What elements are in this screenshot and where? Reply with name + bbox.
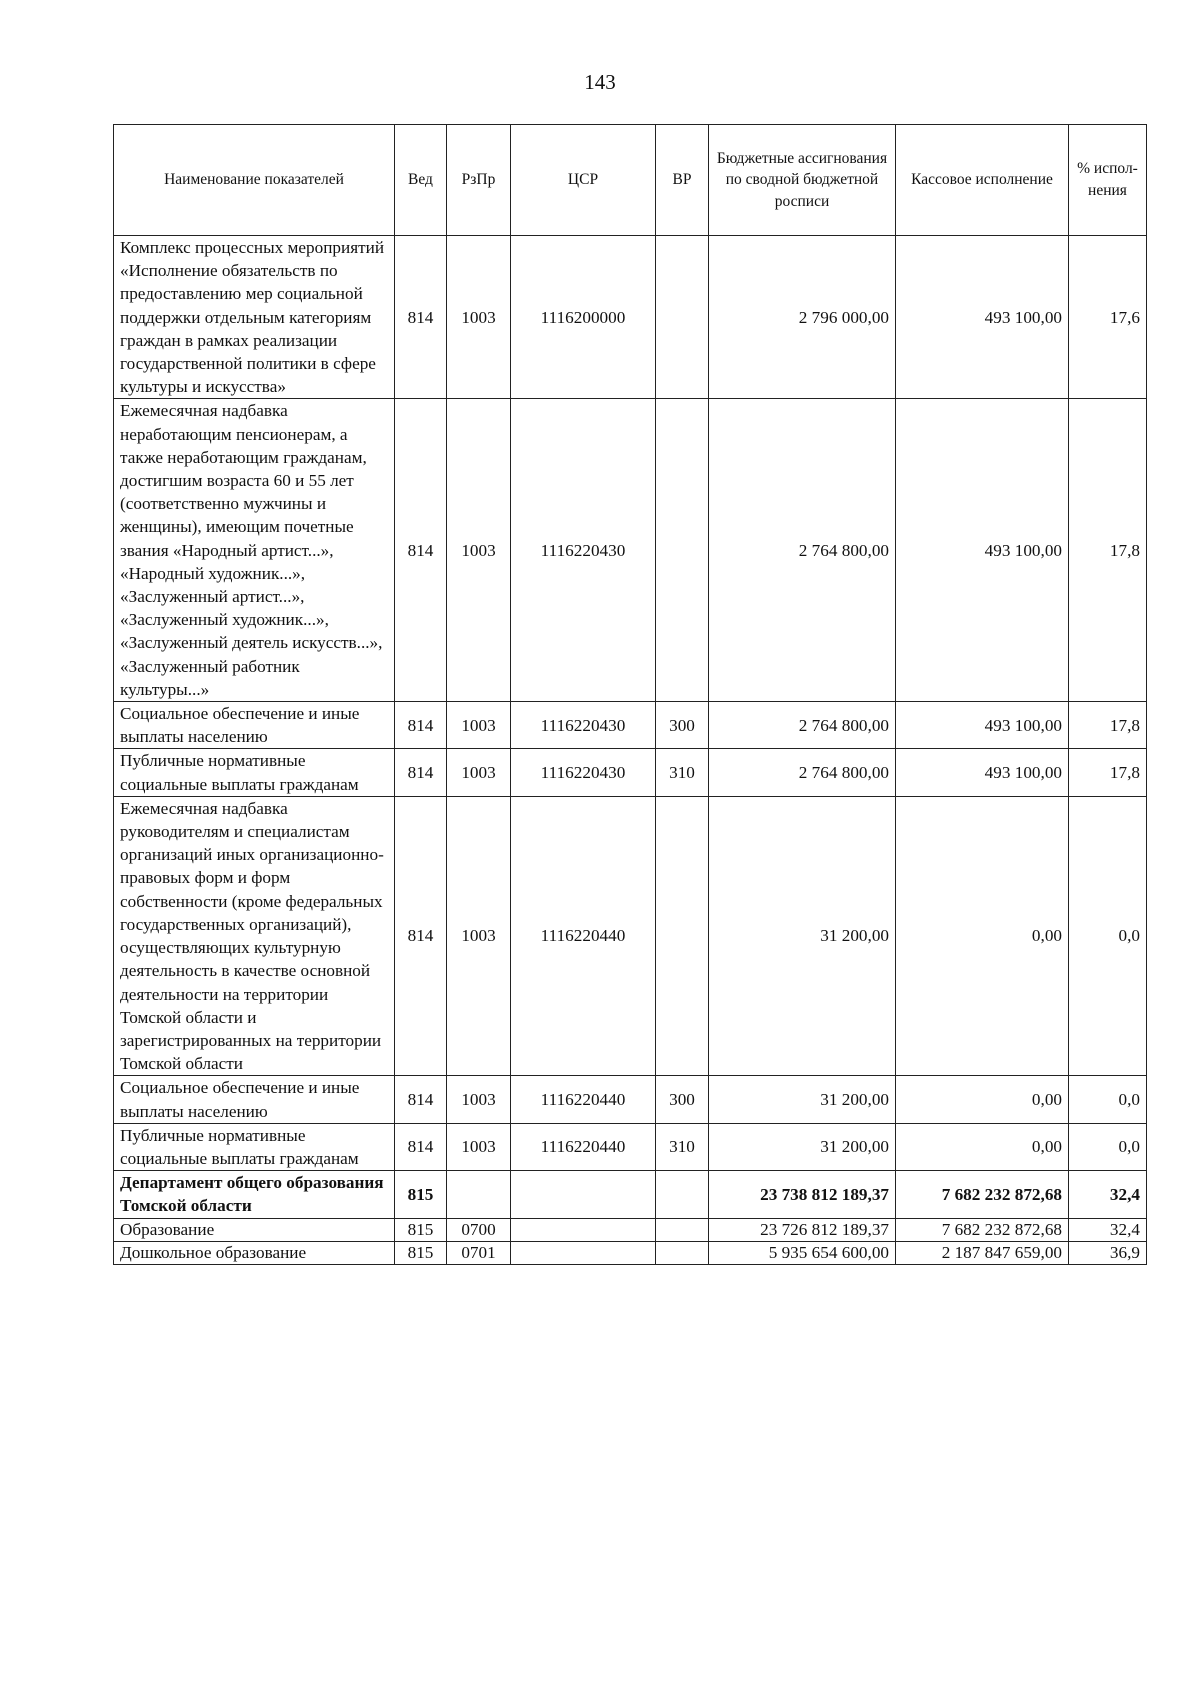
row-rzpr: 1003: [447, 749, 511, 796]
row-assignments: 2 764 800,00: [709, 749, 896, 796]
row-percent: 32,4: [1069, 1171, 1147, 1218]
row-name: Публичные нормативные социальные выплаты гражданам: [114, 749, 395, 796]
row-csr: 1116220430: [511, 399, 656, 702]
row-name: Социальное обеспечение и иные выплаты населению: [114, 702, 395, 749]
row-name: Ежемесячная надбавка руководителям и специалистам организаций иных организационно-правовых форм и форм собственности (кроме федеральных государственных организаций), осуществляющих культурную деятельность в качестве основной деятельности на территории Томской области и зарегистрированных на территории Томской области: [114, 796, 395, 1075]
table-header-row: [114, 125, 1147, 236]
row-ved: 814: [395, 796, 447, 1075]
row-cash-execution: 493 100,00: [896, 702, 1069, 749]
table-row: [114, 1123, 1147, 1170]
row-csr: [511, 1171, 656, 1218]
row-ved: 814: [395, 236, 447, 399]
row-cash-execution: 493 100,00: [896, 399, 1069, 702]
row-assignments: 31 200,00: [709, 1123, 896, 1170]
row-percent: 0,0: [1069, 796, 1147, 1075]
row-assignments: 31 200,00: [709, 1076, 896, 1123]
table-row: [114, 1218, 1147, 1241]
row-rzpr: 0700: [447, 1218, 511, 1241]
row-assignments: 2 764 800,00: [709, 399, 896, 702]
row-cash-execution: 0,00: [896, 1123, 1069, 1170]
row-name: Образование: [114, 1218, 395, 1241]
row-rzpr: 1003: [447, 399, 511, 702]
row-cash-execution: 493 100,00: [896, 236, 1069, 399]
row-cash-execution: 493 100,00: [896, 749, 1069, 796]
row-percent: 17,8: [1069, 749, 1147, 796]
row-ved: 814: [395, 749, 447, 796]
row-cash-execution: 0,00: [896, 1076, 1069, 1123]
row-csr: 1116220430: [511, 749, 656, 796]
row-assignments: 2 764 800,00: [709, 702, 896, 749]
budget-execution-table: [113, 124, 1147, 1265]
row-percent: 0,0: [1069, 1076, 1147, 1123]
row-rzpr: 0701: [447, 1241, 511, 1264]
row-assignments: 5 935 654 600,00: [709, 1241, 896, 1264]
row-rzpr: 1003: [447, 796, 511, 1075]
row-rzpr: 1003: [447, 702, 511, 749]
row-rzpr: 1003: [447, 1123, 511, 1170]
header-rzpr: РзПр: [447, 125, 511, 236]
row-csr: 1116200000: [511, 236, 656, 399]
row-cash-execution: 7 682 232 872,68: [896, 1171, 1069, 1218]
row-vr: 310: [656, 1123, 709, 1170]
row-rzpr: 1003: [447, 236, 511, 399]
row-csr: 1116220430: [511, 702, 656, 749]
row-vr: [656, 236, 709, 399]
row-ved: 814: [395, 1076, 447, 1123]
row-vr: [656, 1218, 709, 1241]
row-assignments: 2 796 000,00: [709, 236, 896, 399]
row-rzpr: 1003: [447, 1076, 511, 1123]
row-ved: 814: [395, 702, 447, 749]
row-vr: 300: [656, 1076, 709, 1123]
row-assignments: 23 726 812 189,37: [709, 1218, 896, 1241]
table-row: [114, 399, 1147, 702]
row-cash-execution: 2 187 847 659,00: [896, 1241, 1069, 1264]
row-csr: [511, 1218, 656, 1241]
row-ved: 815: [395, 1218, 447, 1241]
row-name: Комплекс процессных мероприятий «Исполнение обязательств по предоставлению мер социальной поддержки отдельным категориям граждан в рамках реализации государственной политики в сфере культуры и искусства»: [114, 236, 395, 399]
table-row: [114, 749, 1147, 796]
row-vr: [656, 1171, 709, 1218]
row-name: Дошкольное образование: [114, 1241, 395, 1264]
row-vr: [656, 796, 709, 1075]
row-csr: 1116220440: [511, 1123, 656, 1170]
page-number: 143: [584, 70, 616, 94]
row-percent: 17,8: [1069, 702, 1147, 749]
row-cash-execution: 0,00: [896, 796, 1069, 1075]
row-csr: 1116220440: [511, 1076, 656, 1123]
row-ved: 815: [395, 1241, 447, 1264]
table-row: [114, 236, 1147, 399]
row-ved: 815: [395, 1171, 447, 1218]
table-row: [114, 796, 1147, 1075]
row-percent: 17,6: [1069, 236, 1147, 399]
row-percent: 36,9: [1069, 1241, 1147, 1264]
table-row-department: [114, 1171, 1147, 1218]
row-csr: 1116220440: [511, 796, 656, 1075]
row-csr: [511, 1241, 656, 1264]
table-row: [114, 1076, 1147, 1123]
row-percent: 0,0: [1069, 1123, 1147, 1170]
row-vr: 300: [656, 702, 709, 749]
header-ved: Вед: [395, 125, 447, 236]
row-name: Публичные нормативные социальные выплаты гражданам: [114, 1123, 395, 1170]
row-vr: [656, 399, 709, 702]
row-assignments: 23 738 812 189,37: [709, 1171, 896, 1218]
table-row: [114, 1241, 1147, 1264]
row-name: Ежемесячная надбавка неработающим пенсионерам, а также неработающим гражданам, достигшим возраста 60 и 55 лет (соответственно мужчины и женщины), имеющим почетные звания «Народный артист...», «Народный художник...», «Заслуженный артист...», «Заслуженный художник...», «Заслуженный деятель искусств...», «Заслуженный работник культуры...»: [114, 399, 395, 702]
row-vr: 310: [656, 749, 709, 796]
row-ved: 814: [395, 1123, 447, 1170]
row-rzpr: [447, 1171, 511, 1218]
row-assignments: 31 200,00: [709, 796, 896, 1075]
header-vr: ВР: [656, 125, 709, 236]
row-name: Департамент общего образования Томской области: [114, 1171, 395, 1218]
table-row: [114, 702, 1147, 749]
header-assignments: Бюджетные ассигнования по сводной бюджетной росписи: [709, 125, 896, 236]
header-csr: ЦСР: [511, 125, 656, 236]
header-name: Наименование показателей: [114, 125, 395, 236]
row-ved: 814: [395, 399, 447, 702]
row-cash-execution: 7 682 232 872,68: [896, 1218, 1069, 1241]
row-vr: [656, 1241, 709, 1264]
header-percent-execution: % испол-нения: [1069, 125, 1147, 236]
row-name: Социальное обеспечение и иные выплаты населению: [114, 1076, 395, 1123]
row-percent: 32,4: [1069, 1218, 1147, 1241]
row-percent: 17,8: [1069, 399, 1147, 702]
header-cash-execution: Кассовое исполнение: [896, 125, 1069, 236]
